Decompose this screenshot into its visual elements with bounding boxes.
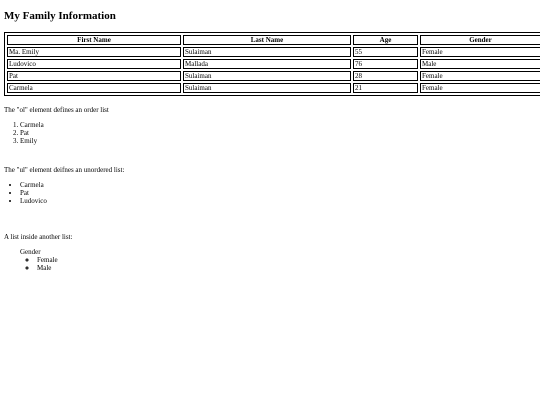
cell-first-name: Ma. Emily: [7, 47, 181, 57]
table-row: [7, 83, 540, 93]
column-header-age: Age: [353, 35, 418, 45]
cell-last-name: Sulaiman: [183, 83, 351, 93]
ordered-list: [4, 121, 536, 145]
page: [0, 10, 540, 272]
list-item: ◦ Female: [37, 256, 536, 264]
cell-first-name: Pat: [7, 71, 181, 81]
family-table: [4, 32, 540, 96]
column-header-gender: Gender: [420, 35, 540, 45]
table-header-row: [7, 35, 540, 45]
unordered-list: [4, 181, 536, 205]
page-title: My Family Information: [4, 10, 116, 22]
nested-list-intro: A list inside another list:: [4, 233, 73, 241]
list-item: 2. Pat: [20, 129, 536, 137]
list-item: ◦ Male: [37, 264, 536, 272]
list-item-parent: [20, 248, 536, 272]
cell-last-name: Sulaiman: [183, 47, 351, 57]
list-item: 3. Emily: [20, 137, 536, 145]
cell-gender: Female: [420, 83, 540, 93]
list-item: • Pat: [20, 189, 536, 197]
cell-gender: Male: [420, 59, 540, 69]
cell-gender: Female: [420, 71, 540, 81]
unordered-list-intro: The "ul" element deifnes an unordered list:: [4, 166, 125, 174]
cell-first-name: Ludovico: [7, 59, 181, 69]
column-header-last-name: Last Name: [183, 35, 351, 45]
parent-item-label: Gender: [20, 248, 41, 256]
cell-last-name: Mallada: [183, 59, 351, 69]
cell-first-name: Carmela: [7, 83, 181, 93]
table-row: [7, 71, 540, 81]
nested-list: [4, 248, 536, 272]
ordered-list-intro: The "ol" element defines an order list: [4, 106, 109, 114]
cell-gender: Female: [420, 47, 540, 57]
cell-age: 55: [353, 47, 418, 57]
inner-list: [20, 256, 536, 272]
cell-age: 21: [353, 83, 418, 93]
cell-age: 28: [353, 71, 418, 81]
list-item: • Carmela: [20, 181, 536, 189]
table-row: [7, 59, 540, 69]
cell-last-name: Sulaiman: [183, 71, 351, 81]
list-item: 1. Carmela: [20, 121, 536, 129]
cell-age: 76: [353, 59, 418, 69]
list-item: • Ludovico: [20, 197, 536, 205]
column-header-first-name: First Name: [7, 35, 181, 45]
table-row: [7, 47, 540, 57]
